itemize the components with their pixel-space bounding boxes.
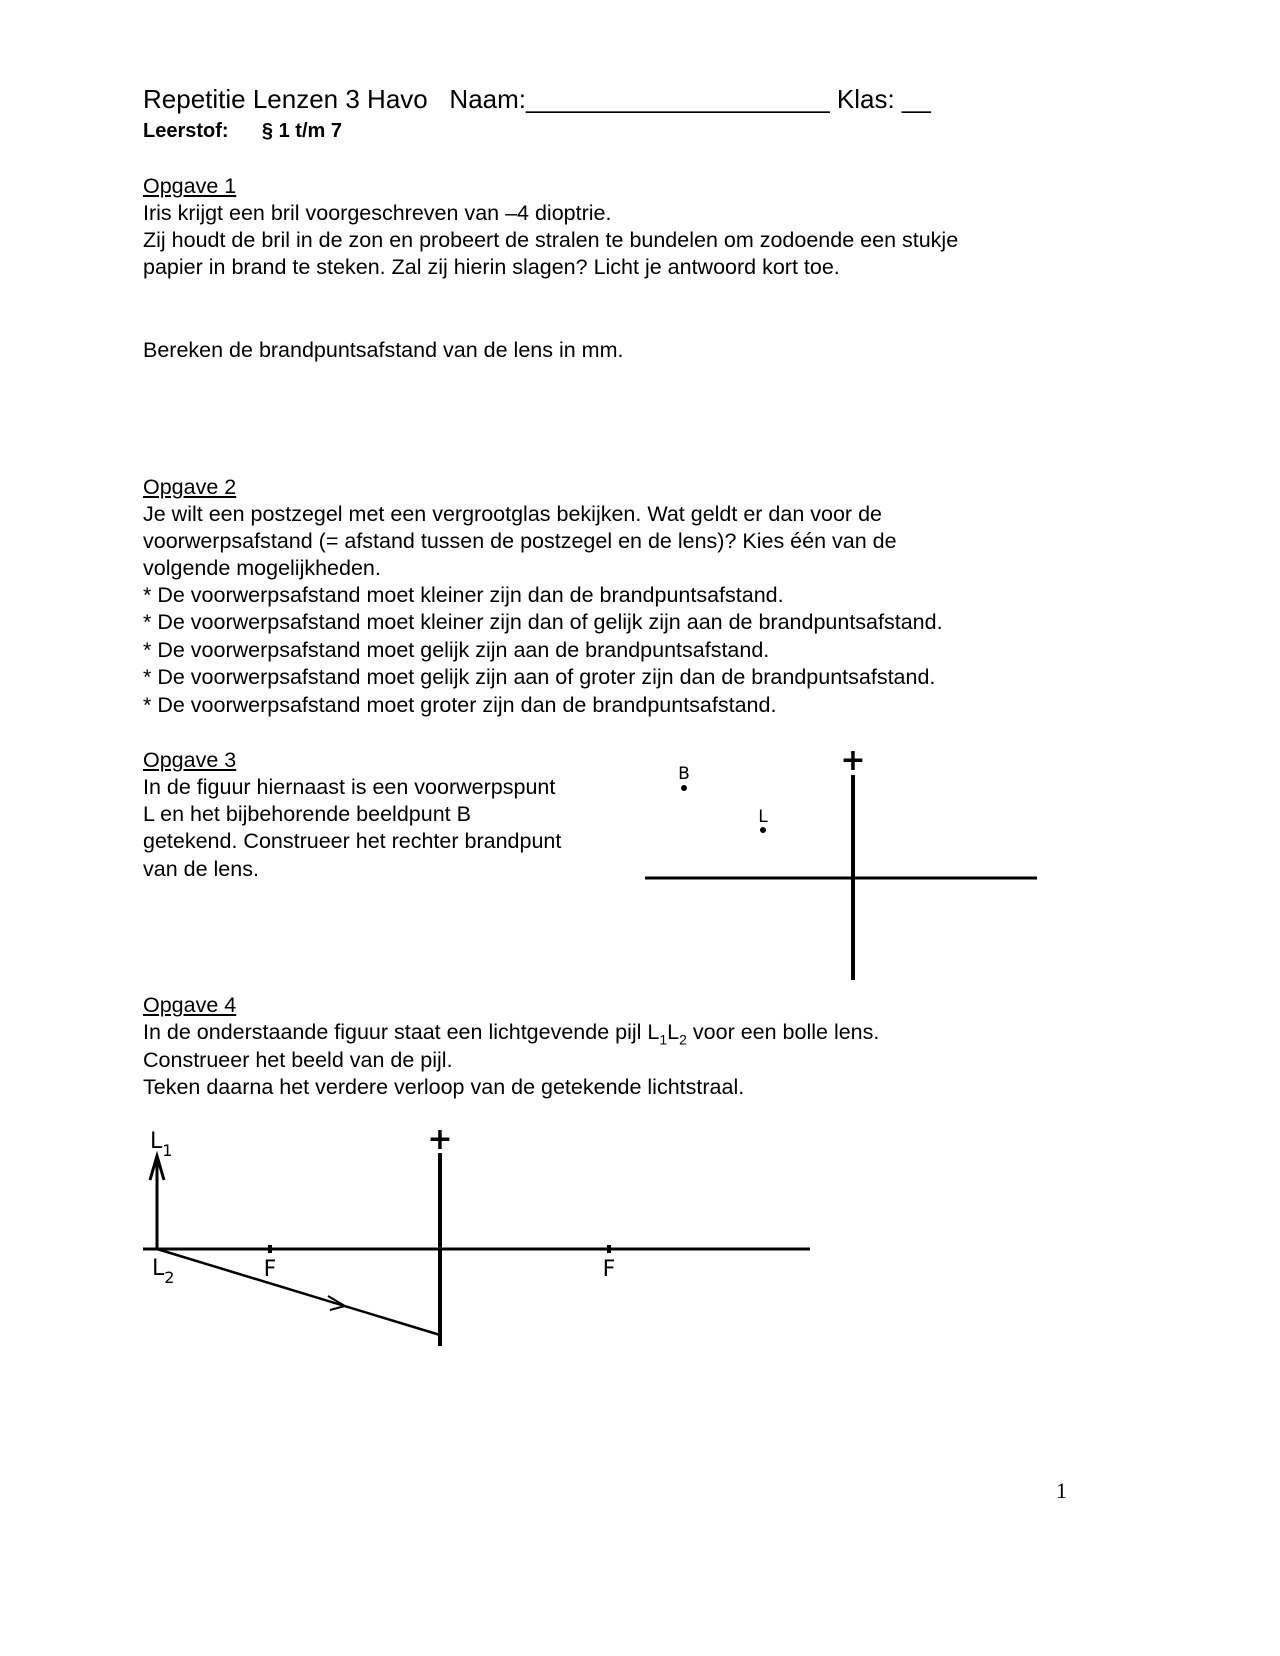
- opgave1-question: Bereken de brandpuntsafstand van de lens in mm.: [143, 338, 624, 362]
- opgave2-option: * De voorwerpsafstand moet gelijk zijn aan of groter zijn dan de brandpuntsafstand.: [143, 665, 936, 689]
- opgave3-heading: Opgave 3: [143, 748, 237, 772]
- light-ray: [157, 1249, 440, 1335]
- leerstof-value: § 1 t/m 7: [261, 120, 342, 142]
- opgave3-figure: [645, 743, 1037, 980]
- opgave2-option: * De voorwerpsafstand moet kleiner zijn dan of gelijk zijn aan de brandpuntsafstand.: [143, 610, 943, 634]
- opgave4-line: Teken daarna het verdere verloop van de getekende lichtstraal.: [143, 1075, 745, 1099]
- opgave2-option: * De voorwerpsafstand moet gelijk zijn aan de brandpuntsafstand.: [143, 638, 770, 662]
- focus-right-label: F: [602, 1257, 616, 1282]
- opgave2-line: voorwerpsafstand (= afstand tussen de postzegel en de lens)? Kies één van de: [143, 529, 897, 553]
- opgave4-line: Construeer het beeld van de pijl.: [143, 1048, 453, 1072]
- point-l: [760, 827, 766, 833]
- opgave2-line: Je wilt een postzegel met een vergrootglas bekijken. Wat geldt er dan voor de: [143, 502, 882, 526]
- opgave3-line: In de figuur hiernaast is een voorwerpspunt: [143, 775, 556, 799]
- opgave1-line: Iris krijgt een bril voorgeschreven van –4 dioptrie.: [143, 201, 612, 225]
- title-text: Repetitie Lenzen 3 Havo: [143, 84, 428, 114]
- point-l-label: L: [758, 807, 768, 827]
- name-field[interactable]: Naam:_____________________: [449, 84, 830, 114]
- opgave4-heading: Opgave 4: [143, 993, 237, 1017]
- class-field[interactable]: Klas: __: [836, 84, 931, 114]
- point-b: [681, 785, 687, 791]
- lens-sign: +: [840, 743, 866, 778]
- leerstof-label: Leerstof:: [143, 120, 229, 142]
- opgave3-line: getekend. Construeer het rechter brandpunt: [143, 829, 562, 853]
- opgave2-heading: Opgave 2: [143, 475, 237, 499]
- opgave2-option: * De voorwerpsafstand moet groter zijn dan de brandpuntsafstand.: [143, 693, 777, 717]
- opgave1-heading: Opgave 1: [143, 174, 237, 198]
- focus-left-label: F: [263, 1257, 277, 1282]
- l2-label: $L_2$: [152, 1256, 175, 1287]
- opgave2-option: * De voorwerpsafstand moet kleiner zijn dan de brandpuntsafstand.: [143, 583, 784, 607]
- opgave1-line: papier in brand te steken. Zal zij hierin slagen? Licht je antwoord kort toe.: [143, 255, 840, 279]
- opgave2-line: volgende mogelijkheden.: [143, 556, 381, 580]
- opgave4-line: In de onderstaande figuur staat een lichtgevende pijl $L_1L_2$ voor een bolle lens.: [143, 1020, 880, 1048]
- opgave3-line: van de lens.: [143, 857, 259, 881]
- lens-sign: +: [427, 1122, 453, 1157]
- page-number: 1: [1056, 1478, 1067, 1503]
- opgave4-figure: [143, 1122, 810, 1346]
- opgave3-line: L en het bijbehorende beeldpunt B: [143, 802, 471, 826]
- opgave1-line: Zij houdt de bril in de zon en probeert de stralen te bundelen om zodoende een stukje: [143, 228, 959, 252]
- l1-label: $L_1$: [150, 1129, 173, 1160]
- point-b-label: B: [678, 764, 690, 784]
